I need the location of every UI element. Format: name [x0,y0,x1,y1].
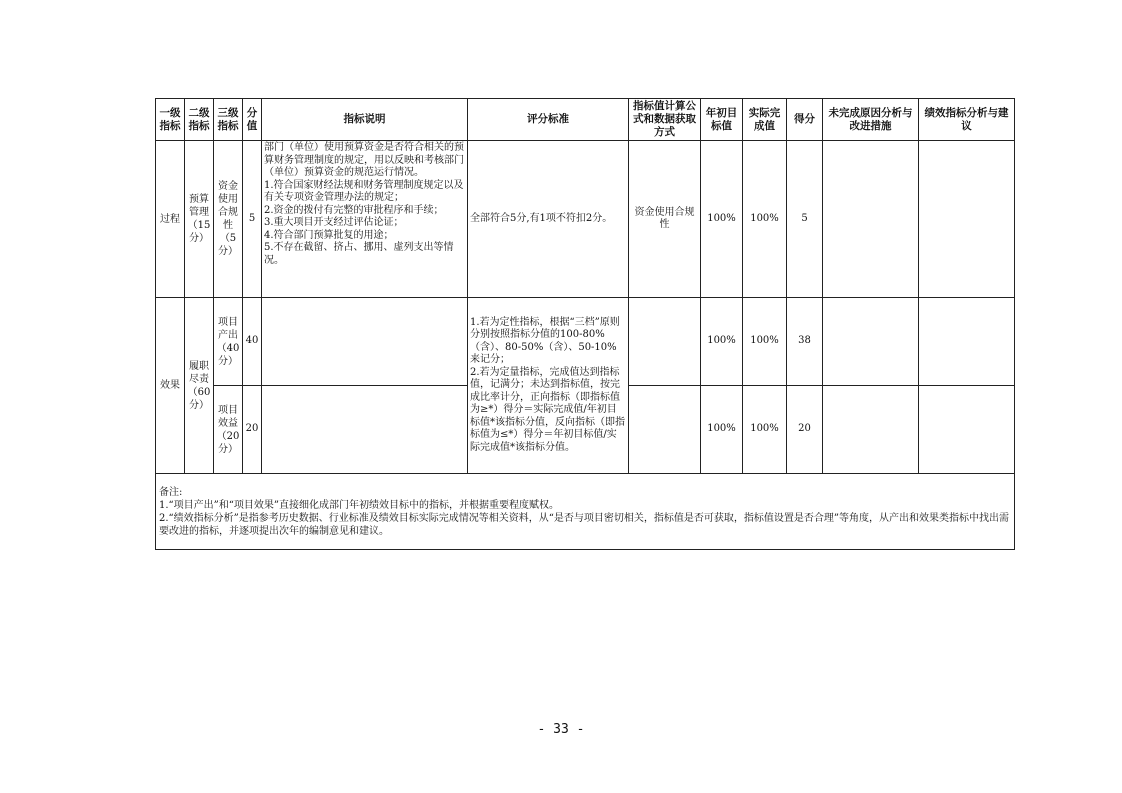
process-level3: 资金使用合规性（5分） [214,141,243,298]
process-criteria: 全部符合5分,有1项不符扣2分。 [468,141,629,298]
output-analysis [919,298,1015,386]
effect-criteria: 1.若为定性指标，根据“三档”原则分别按照指标分值的100-80%（含）、80-50%（含）、50-10%来记分； 2.若为定量指标，完成值达到指标值，记满分；未达到指标值，按完成比率计分，正向指标（即指标值为≥*）得分＝实际完成值/年初目标值*该指标分值，反向指标（即指标值为≤*）得分＝年初目标值/实际完成值*该指标分值。 [468,298,629,474]
output-level3: 项目产出（40分） [214,298,243,386]
header-target: 年初目标值 [701,99,743,141]
header-row [156,99,1015,141]
process-method: 资金使用合规性 [629,141,701,298]
benefit-description [262,386,468,474]
output-score: 40 [243,298,262,386]
output-got-score: 38 [787,298,823,386]
header-method: 指标值计算公式和数据获取方式 [629,99,701,141]
benefit-method [629,386,701,474]
notes-text: 备注: 1.“项目产出”和“项目效果”直接细化成部门年初绩效目标中的指标，并根据重要程度赋权。 2.“绩效指标分析”是指参考历史数据、行业标准及绩效目标实际完成情况等相关资料，从“是否与项目密切相关，指标值是否可获取，指标值设置是否合理”等角度，从产出和效果类指标中找出需要改进的指标，并逐项提出次年的编制意见和建议。 [156,474,1015,550]
header-level3: 三级指标 [214,99,243,141]
process-level2: 预算管理（15分） [185,141,214,298]
effect-level2: 履职尽责（60分） [185,298,214,474]
process-analysis [919,141,1015,298]
page-number: - 33 - [537,722,585,737]
header-score: 分值 [243,99,262,141]
header-level1: 一级指标 [156,99,185,141]
table-row-process [156,141,1015,298]
output-description [262,298,468,386]
process-actual: 100% [743,141,787,298]
header-actual: 实际完成值 [743,99,787,141]
benefit-analysis [919,386,1015,474]
header-analysis: 绩效指标分析与建议 [919,99,1015,141]
table-row-output [156,298,1015,386]
table-row-notes [156,474,1015,550]
header-criteria: 评分标准 [468,99,629,141]
benefit-got-score: 20 [787,386,823,474]
header-description: 指标说明 [262,99,468,141]
benefit-actual: 100% [743,386,787,474]
benefit-score: 20 [243,386,262,474]
output-reason [823,298,919,386]
process-reason [823,141,919,298]
benefit-reason [823,386,919,474]
process-description: 部门（单位）使用预算资金是否符合相关的预算财务管理制度的规定，用以反映和考核部门（单位）预算资金的规范运行情况。 1.符合国家财经法规和财务管理制度规定以及有关专项资金管理办法的规定； 2.资金的拨付有完整的审批程序和手续； 3.重大项目开支经过评估论证； 4.符合部门预算批复的用途； 5.不存在截留、挤占、挪用、虚列支出等情况。 [262,141,468,298]
performance-table [155,98,1015,550]
process-got-score: 5 [787,141,823,298]
benefit-target: 100% [701,386,743,474]
output-method [629,298,701,386]
process-level1: 过程 [156,141,185,298]
effect-level1: 效果 [156,298,185,474]
output-actual: 100% [743,298,787,386]
header-reason: 未完成原因分析与改进措施 [823,99,919,141]
benefit-level3: 项目效益（20分） [214,386,243,474]
header-got-score: 得分 [787,99,823,141]
output-target: 100% [701,298,743,386]
process-score: 5 [243,141,262,298]
process-target: 100% [701,141,743,298]
header-level2: 二级指标 [185,99,214,141]
